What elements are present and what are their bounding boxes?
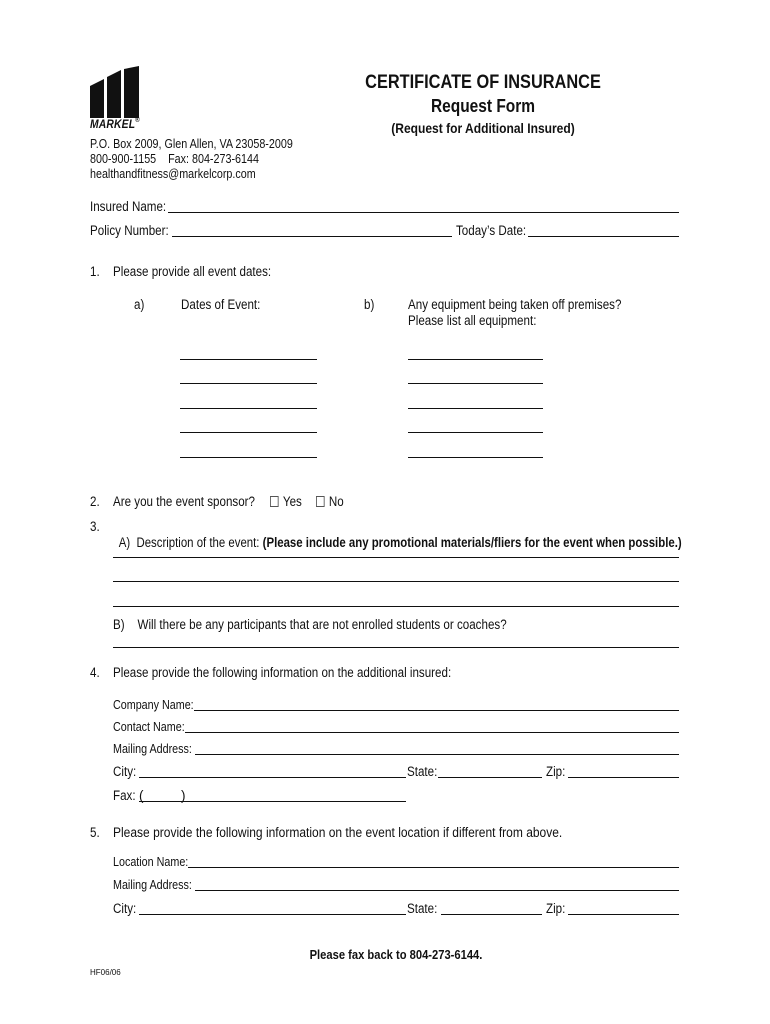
location-mailing-address-label: Mailing Address: (113, 878, 192, 892)
equipment-field[interactable] (408, 359, 543, 360)
company-name: MARKEL (90, 117, 136, 131)
insured-fax-open-paren: ( (139, 788, 144, 803)
equipment-field[interactable] (408, 432, 543, 433)
q3-b-text: B) Will there be any participants that are not enrolled students or coaches? (113, 617, 507, 632)
insured-state-label: State: (407, 764, 438, 779)
company-phone-fax: 800-900-1155 Fax: 804-273-6144 (90, 152, 259, 166)
markel-logo (90, 66, 150, 131)
event-date-field[interactable] (180, 408, 317, 409)
q3-a-text: A) Description of the event: (118, 535, 263, 550)
form-code: HF06/06 (90, 968, 121, 977)
event-description-field[interactable] (113, 606, 679, 607)
todays-date-field[interactable] (528, 236, 679, 237)
q1-b-label: b) (364, 297, 375, 312)
event-date-field[interactable] (180, 432, 317, 433)
equipment-field[interactable] (408, 457, 543, 458)
q1-a-text: Dates of Event: (181, 297, 261, 312)
insured-mailing-address-field[interactable] (195, 754, 679, 755)
q1-text: Please provide all event dates: (113, 264, 272, 279)
q1-b-text-line2: Please list all equipment: (408, 313, 537, 328)
location-state-field[interactable] (441, 914, 542, 915)
location-city-label: City: (113, 901, 137, 916)
insured-fax-label: Fax: (113, 788, 136, 803)
insured-fax-field[interactable] (139, 801, 406, 802)
location-mailing-address-field[interactable] (195, 890, 679, 891)
registered-mark: ® (135, 117, 140, 124)
location-name-label: Location Name: (113, 855, 189, 869)
sponsor-no-label: No (328, 494, 344, 509)
location-city-field[interactable] (139, 914, 406, 915)
contact-name-field[interactable] (185, 732, 679, 733)
q5-text: Please provide the following information on the event location if different from above. (113, 825, 563, 840)
form-title: CERTIFICATE OF INSURANCE (365, 72, 601, 93)
sponsor-yes-label: Yes (282, 494, 302, 509)
form-note: (Request for Additional Insured) (391, 120, 575, 136)
q4-number: 4. (90, 665, 100, 680)
insured-state-field[interactable] (438, 777, 542, 778)
form-subtitle: Request Form (430, 96, 536, 116)
insured-zip-label: Zip: (546, 764, 566, 779)
policy-number-label: Policy Number: (90, 223, 169, 238)
contact-name-label: Contact Name: (113, 720, 185, 734)
location-zip-field[interactable] (568, 914, 679, 915)
event-date-field[interactable] (180, 359, 317, 360)
insured-name-field[interactable] (168, 212, 679, 213)
event-date-field[interactable] (180, 383, 317, 384)
markel-logo-icon (90, 66, 142, 118)
location-state-label: State: (407, 901, 438, 916)
location-name-field[interactable] (188, 867, 679, 868)
insured-name-label: Insured Name: (90, 199, 167, 214)
q2-number: 2. (90, 494, 100, 509)
q3-number: 3. (90, 519, 100, 534)
q1-a-label: a) (134, 297, 145, 312)
q2-text: Are you the event sponsor? (113, 494, 255, 509)
insured-city-field[interactable] (139, 777, 406, 778)
policy-number-field[interactable] (172, 236, 452, 237)
participants-field[interactable] (113, 647, 679, 648)
company-email: healthandfitness@markelcorp.com (90, 167, 256, 181)
company-name-label: Company Name: (113, 698, 194, 712)
sponsor-no-checkbox[interactable] (316, 496, 325, 507)
q1-b-text-line1: Any equipment being taken off premises? (408, 297, 622, 312)
sponsor-yes-checkbox[interactable] (270, 496, 279, 507)
sponsor-no-option[interactable] (316, 494, 344, 510)
equipment-field[interactable] (408, 408, 543, 409)
insured-mailing-address-label: Mailing Address: (113, 742, 192, 756)
location-zip-label: Zip: (546, 901, 566, 916)
company-address: P.O. Box 2009, Glen Allen, VA 23058-2009 (90, 137, 293, 151)
q1-number: 1. (90, 264, 100, 279)
q5-number: 5. (90, 825, 100, 840)
event-description-field[interactable] (113, 581, 679, 582)
fax-back-instruction: Please fax back to 804-273-6144. (309, 947, 483, 962)
insured-zip-field[interactable] (568, 777, 679, 778)
event-description-field[interactable] (113, 557, 679, 558)
sponsor-yes-option[interactable] (270, 494, 302, 510)
company-name-field[interactable] (194, 710, 679, 711)
insured-fax-close-paren: ) (181, 788, 186, 803)
equipment-field[interactable] (408, 383, 543, 384)
insured-city-label: City: (113, 764, 137, 779)
q4-text: Please provide the following information on the additional insured: (113, 665, 452, 680)
q3-a-line (113, 519, 682, 551)
q3-a-bold-note: (Please include any promotional materials/fliers for the event when possible.) (262, 535, 682, 550)
todays-date-label: Today’s Date: (456, 223, 527, 238)
event-date-field[interactable] (180, 457, 317, 458)
